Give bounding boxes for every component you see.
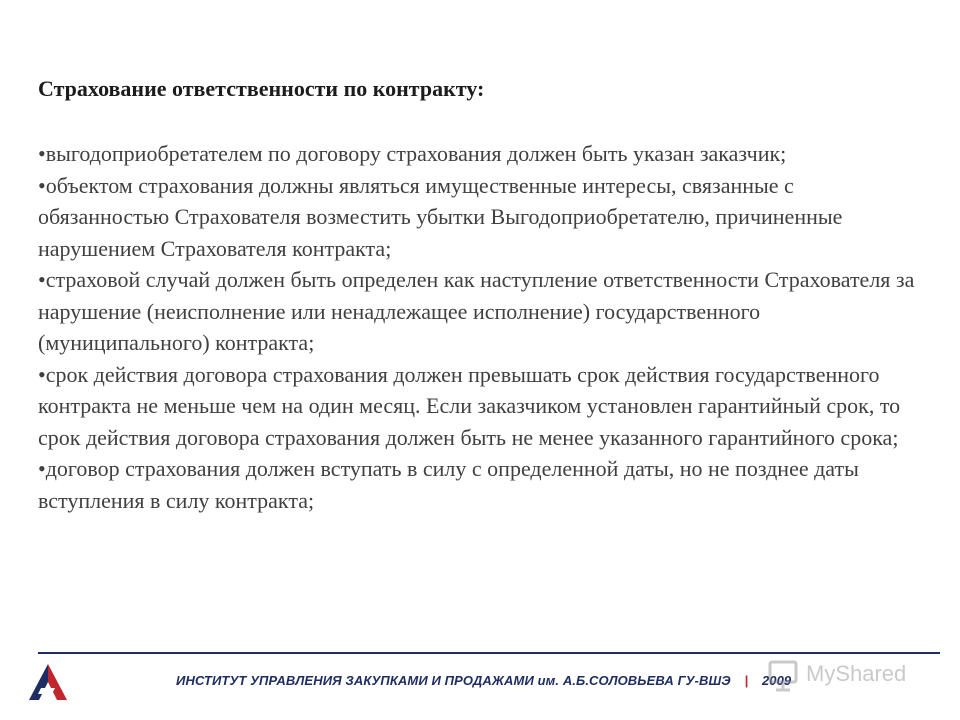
bullet-list: [38, 138, 928, 516]
footer-divider: [38, 652, 940, 654]
footer-named-after: им. А.Б.СОЛОВЬЕВА ГУ-ВШЭ: [537, 673, 731, 688]
footer-year: 2009: [761, 673, 792, 688]
watermark-text: MyShared: [806, 661, 907, 686]
bullet-item-insured-event: •страховой случай должен быть определен как наступление ответственности Страхователя за нарушение (неисполнение или ненадлежащее исполнение) государственного (муниципального) контракта;: [38, 267, 915, 355]
bullet-item-term: •срок действия договора страхования должен превышать срок действия государственного контракта не меньше чем на один месяц. Если заказчиком установлен гарантийный срок, то срок действия договора страхования должен быть не менее указанного гарантийного срока;: [38, 361, 901, 450]
footer-caption: [176, 673, 791, 688]
footer-institute-name: ИНСТИТУТ УПРАВЛЕНИЯ ЗАКУПКАМИ И ПРОДАЖАМИ: [176, 673, 534, 688]
footer-separator: |: [744, 673, 749, 688]
slide-heading: Страхование ответственности по контракту:: [38, 76, 485, 101]
institute-logo-icon: [27, 662, 69, 702]
bullet-item-insurance-object: •объектом страхования должны являться имущественные интересы, связанные с обязанностью Страхователя возместить убытки Выгодоприобретателю, причиненные нарушением Страхователя контракта;: [38, 172, 843, 261]
presentation-icon: [766, 658, 802, 694]
watermark: [766, 656, 930, 696]
bullet-item-effective-date: •договор страхования должен вступать в силу с определенной даты, но не позднее даты вступления в силу контракта;: [38, 456, 859, 513]
bullet-item-beneficiary: •выгодоприобретателем по договору страхования должен быть указан заказчик;: [38, 141, 787, 166]
